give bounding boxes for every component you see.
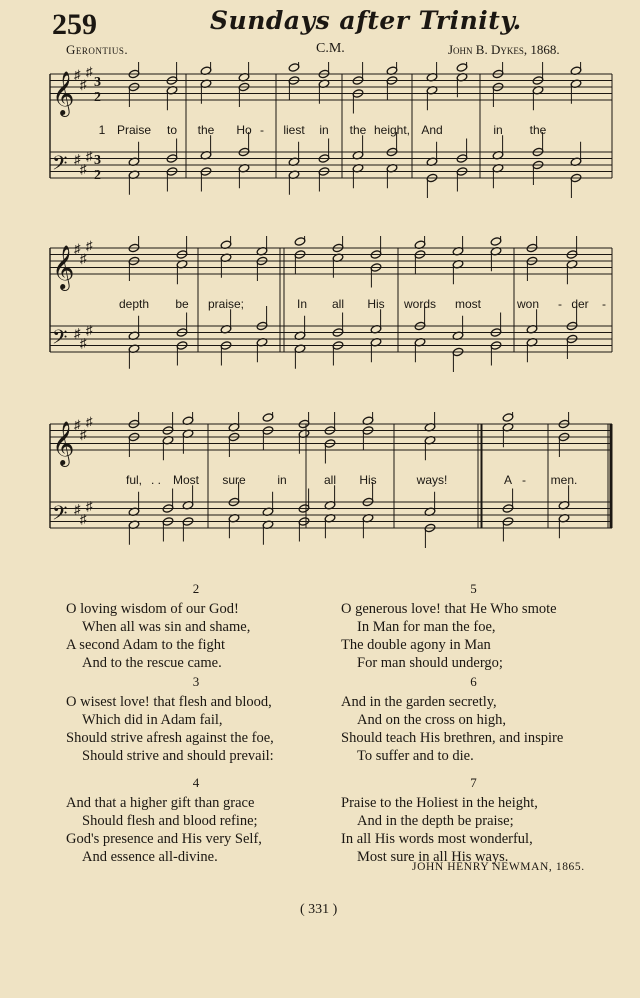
lyric-syllable: all [323, 473, 337, 487]
verse-line: O wisest love! that flesh and blood, [66, 694, 272, 710]
verse-line: O generous love! that He Who smote [341, 601, 557, 617]
lyric-syllable: - [260, 123, 264, 137]
music-system-1 [48, 62, 614, 210]
verse-line: To suffer and to die. [357, 748, 474, 764]
lyric-syllable: the [529, 123, 547, 137]
sharp-icon: ♯ [80, 426, 87, 442]
lyric-syllable: Ho [236, 123, 252, 137]
lyric-syllable: the [197, 123, 215, 137]
sharp-icon: ♯ [80, 161, 87, 177]
verse-7 [341, 774, 606, 866]
verse-number: 5 [470, 581, 477, 596]
bass-clef-icon: 𝄢 [52, 325, 68, 354]
sharp-icon: ♯ [86, 413, 93, 429]
lyric-syllable: And [421, 123, 443, 137]
lyric-syllable: praise; [207, 297, 245, 311]
lyric-syllable: His [359, 473, 377, 487]
treble-clef-icon: 𝄞 [52, 421, 75, 465]
verse-line: Should teach His brethren, and inspire [341, 730, 564, 746]
sharp-icon: ♯ [80, 335, 87, 351]
note-head [294, 237, 306, 247]
verse-line: And essence all-divine. [82, 849, 218, 865]
lyric-syllable: all [331, 297, 345, 311]
lyric-syllable: His [367, 297, 385, 311]
treble-clef-icon: 𝄞 [52, 245, 75, 289]
note-head [490, 237, 502, 247]
sharp-icon: ♯ [74, 151, 81, 167]
lyric-syllable: Most [172, 473, 200, 487]
sharp-icon: ♯ [86, 63, 93, 79]
verse-number: 6 [470, 674, 477, 689]
verse-line: And that a higher gift than grace [66, 795, 255, 811]
verse-line: And to the rescue came. [82, 655, 222, 671]
verse-line: The double agony in Man [341, 637, 491, 653]
lyric-syllable: depth [118, 297, 150, 311]
lyric-syllable: most [454, 297, 482, 311]
lyric-syllable: der [571, 297, 589, 311]
verse-line: For man should undergo; [357, 655, 503, 671]
author-attribution: JOHN HENRY NEWMAN, 1865. [412, 861, 585, 873]
section-title: Sundays after Trinity. [210, 6, 522, 35]
lyric-syllable: Praise [116, 123, 152, 137]
lyric-syllable: ful, [125, 473, 143, 487]
time-signature: 2 [94, 168, 101, 183]
sharp-icon: ♯ [74, 325, 81, 341]
composer: John B. Dykes, 1868. [448, 42, 560, 57]
time-signature: 3 [94, 75, 101, 90]
note-head [502, 413, 514, 423]
meter: C.M. [316, 41, 345, 56]
lyric-syllable: be [175, 297, 189, 311]
lyric-syllable: to [166, 123, 178, 137]
verse-line: God's presence and His very Self, [66, 831, 262, 847]
lyric-syllable: words [403, 297, 437, 311]
verse-6 [341, 673, 606, 765]
sharp-icon: ♯ [86, 322, 93, 338]
verse-line: A second Adam to the fight [66, 637, 226, 653]
verse-line: Praise to the Holiest in the height, [341, 795, 538, 811]
time-signature: 3 [94, 153, 101, 168]
sharp-icon: ♯ [74, 241, 81, 256]
sharp-icon: ♯ [74, 501, 81, 517]
lyric-syllable: 1 [98, 123, 106, 137]
verse-number: 2 [192, 581, 200, 596]
verse-line: When all was sin and shame, [82, 619, 251, 635]
lyric-syllable: sure [222, 473, 246, 487]
sharp-icon: ♯ [80, 511, 87, 527]
verse-line: In all His words most wonderful, [341, 831, 533, 847]
verse-line: Should strive afresh against the foe, [66, 730, 274, 746]
lyric-syllable: - [522, 473, 526, 487]
verse-number: 3 [192, 674, 200, 689]
verse-3 [66, 673, 326, 765]
verse-2 [66, 580, 326, 672]
lyric-syllable: in [493, 123, 503, 137]
note-head [262, 413, 274, 423]
verse-number: 4 [192, 775, 200, 790]
verse-line: O loving wisdom of our God! [66, 601, 239, 617]
lyric-syllable: won [516, 297, 540, 311]
sharp-icon: ♯ [86, 148, 93, 164]
verse-line: And in the garden secretly, [341, 694, 497, 710]
lyric-syllable: liest [283, 123, 305, 137]
tune-name: Gerontius. [66, 42, 129, 57]
sharp-icon: ♯ [74, 67, 81, 82]
bass-clef-icon: 𝄢 [52, 151, 68, 180]
lyric-syllable: . . [150, 473, 162, 487]
sharp-icon: ♯ [86, 237, 93, 253]
music-system-2 [48, 236, 614, 384]
verse-line: Should strive and should prevail: [82, 748, 274, 764]
sharp-icon: ♯ [80, 76, 87, 92]
sharp-icon: ♯ [86, 498, 93, 514]
note-head [456, 63, 468, 73]
treble-clef-icon: 𝄞 [52, 71, 75, 115]
verse-line: And in the depth be praise; [357, 813, 514, 829]
lyric-syllable: - [602, 297, 606, 311]
verse-line: Which did in Adam fail, [82, 712, 223, 728]
lyric-syllable: in [277, 473, 287, 487]
verse-4 [66, 774, 326, 866]
verse-number: 7 [470, 775, 477, 790]
music-system-3 [48, 412, 614, 560]
verse-line: And on the cross on high, [357, 712, 507, 728]
sharp-icon: ♯ [74, 417, 81, 432]
verse-line: Most sure in all His ways. [357, 849, 509, 865]
lyric-syllable: In [296, 297, 308, 311]
lyric-syllable: - [558, 297, 562, 311]
hymn-number: 259 [52, 8, 97, 41]
time-signature: 2 [94, 90, 101, 105]
lyric-syllable: ways! [416, 473, 448, 487]
page-number: ( 331 ) [300, 902, 338, 917]
lyric-syllable: men. [550, 473, 578, 487]
lyric-syllable: height, [373, 123, 411, 137]
verse-line: Should flesh and blood refine; [82, 813, 258, 829]
verse-5 [341, 580, 606, 672]
verse-line: In Man for man the foe, [357, 619, 496, 635]
bass-clef-icon: 𝄢 [52, 501, 68, 530]
sharp-icon: ♯ [80, 250, 87, 266]
note-head [288, 63, 300, 73]
lyric-syllable: A [503, 473, 513, 487]
lyric-syllable: the [349, 123, 367, 137]
lyric-syllable: in [319, 123, 329, 137]
